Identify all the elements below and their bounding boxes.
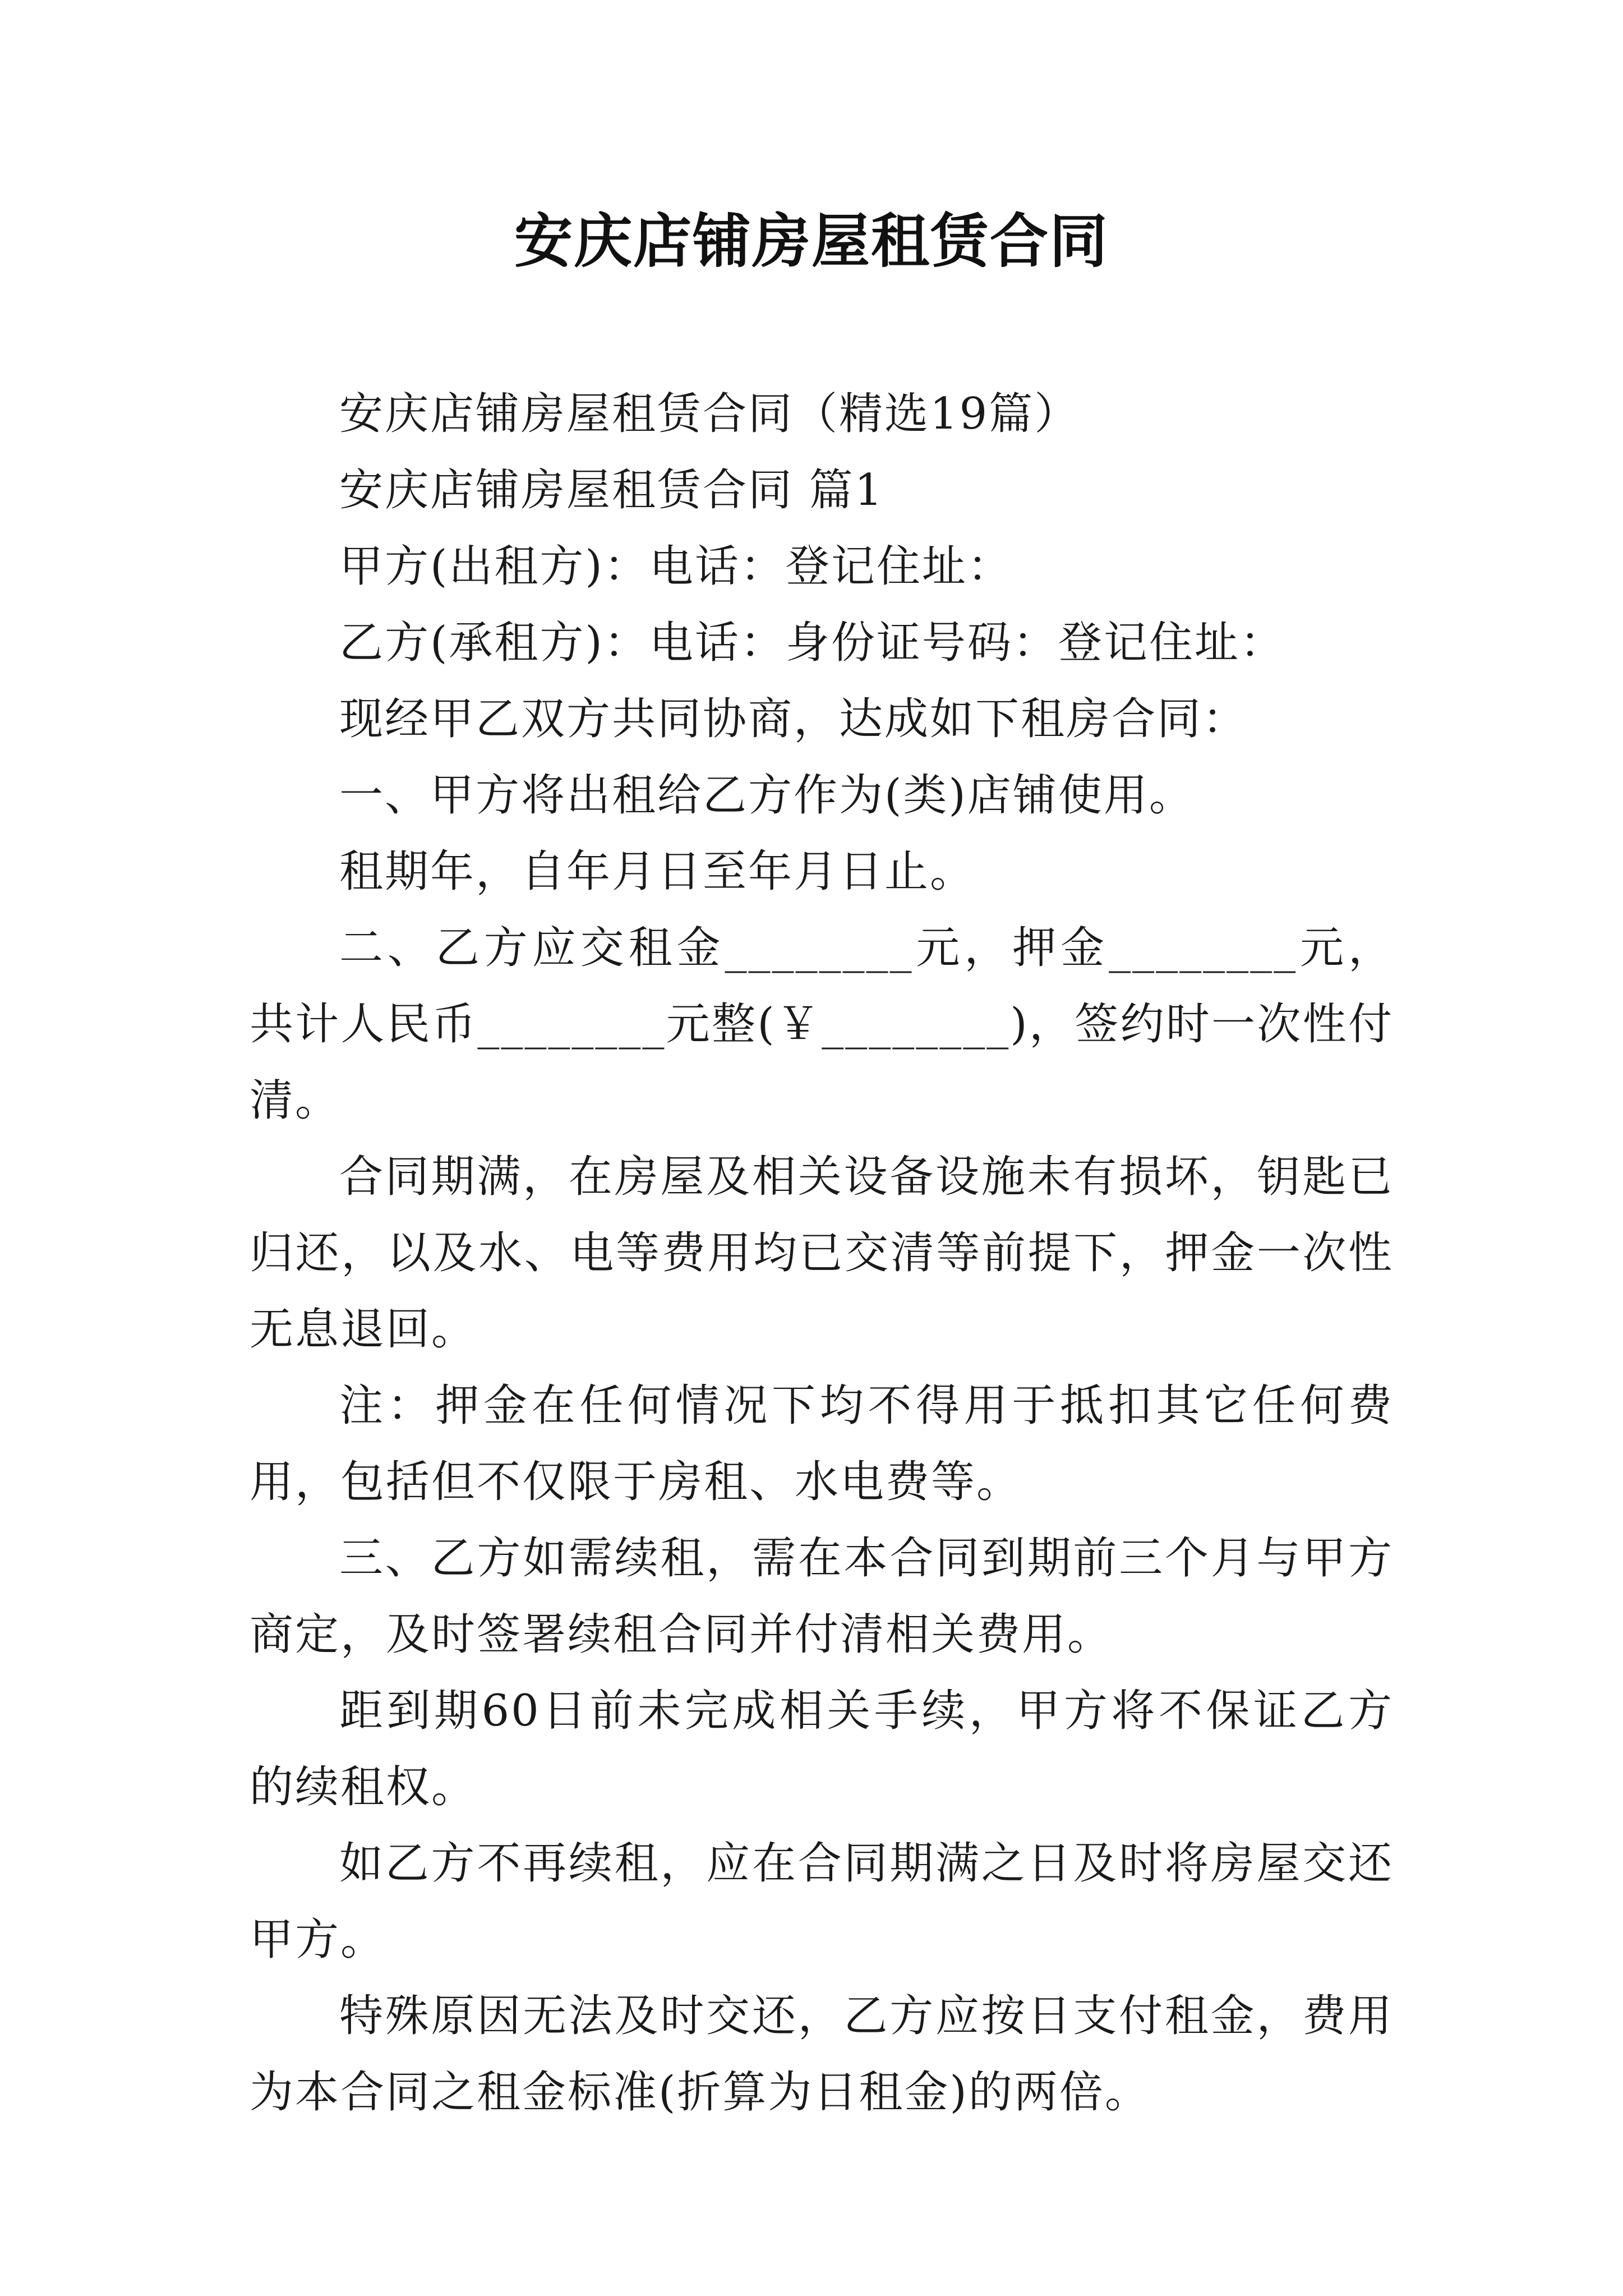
document-title: 安庆店铺房屋租赁合同 <box>514 207 1109 275</box>
late-return-penalty: 特殊原因无法及时交还，乙方应按日支付租金，费用为本合同之租金标准(折算为日租金)的两倍。 <box>250 1991 1394 2118</box>
lease-term: 租期年，自年月日至年月日止。 <box>339 846 976 897</box>
deposit-note: 注：押金在任何情况下均不得用于抵扣其它任何费用，包括但不仅限于房租、水电费等。 <box>250 1381 1394 1507</box>
renewal-deadline: 距到期60日前未完成相关手续，甲方将不保证乙方的续租权。 <box>250 1686 1394 1812</box>
document-body <box>250 376 1394 2131</box>
agreement-intro: 现经甲乙双方共同协商，达成如下租房合同： <box>339 694 1248 744</box>
clause-2-rent-deposit: 二、乙方应交租金________元，押金________元，共计人民币________元整(￥________)，签约时一次性付清。 <box>250 923 1394 1126</box>
clause-3-renewal: 三、乙方如需续租，需在本合同到期前三个月与甲方商定，及时签署续租合同并付清相关费用。 <box>250 1533 1394 1660</box>
deposit-refund: 合同期满，在房屋及相关设备设施未有损坏，钥匙已归还，以及水、电等费用均已交清等前提下，押金一次性无息退回。 <box>250 1152 1394 1355</box>
non-renewal-return: 如乙方不再续租，应在合同期满之日及时将房屋交还甲方。 <box>250 1838 1394 1965</box>
party-a-line: 甲方(出租方)：电话：登记住址： <box>339 541 1013 592</box>
party-b-line: 乙方(承租方)：电话：身份证号码：登记住址： <box>339 618 1285 668</box>
clause-1: 一、甲方将出租给乙方作为(类)店铺使用。 <box>339 770 1195 821</box>
section-heading: 安庆店铺房屋租赁合同 篇1 <box>339 465 884 516</box>
subtitle-line: 安庆店铺房屋租赁合同（精选19篇） <box>339 389 1080 439</box>
